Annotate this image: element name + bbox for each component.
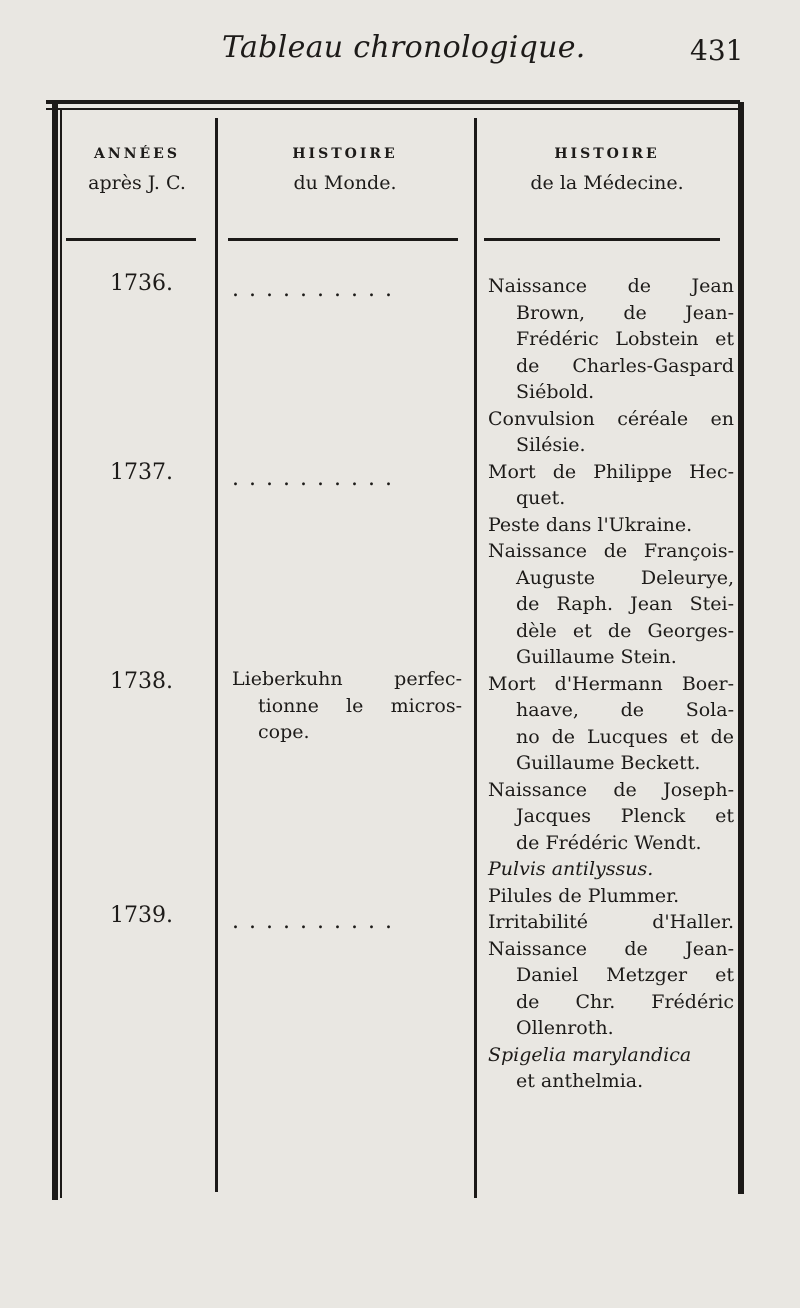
column-header-medicine-history	[480, 140, 734, 194]
column-header-caps: ANNÉES	[94, 146, 180, 162]
medicine-entry	[488, 777, 734, 857]
column-divider-2	[474, 118, 477, 1198]
text-line: Guillaume Beckett.	[516, 752, 701, 774]
medicine-column	[488, 273, 734, 1095]
text-line: tionne le micros-	[258, 694, 462, 717]
column-header-caps: HISTOIRE	[292, 146, 398, 162]
medicine-entry	[488, 883, 734, 910]
text-line: et anthelmia.	[516, 1070, 644, 1092]
text-line: Silésie.	[516, 434, 586, 456]
table-left-border	[52, 102, 58, 1200]
column-header-years	[62, 140, 212, 194]
text-line: Jacques Plenck et	[516, 805, 734, 827]
running-title: Tableau chronologique.	[222, 30, 586, 65]
text-line: Spigelia marylandica	[488, 1043, 692, 1066]
text-line: de Charles-Gaspard	[516, 354, 734, 377]
text-line: Naissance de Jean-	[488, 937, 734, 960]
table-top-rule	[46, 100, 740, 104]
text-line: Frédéric Lobstein et	[516, 328, 734, 350]
text-line: Irritabilité d'Haller.	[488, 911, 734, 933]
medicine-entry	[488, 909, 734, 936]
text-line: Guillaume Stein.	[516, 646, 677, 668]
text-line: de Chr. Frédéric	[516, 990, 734, 1013]
medicine-entry	[488, 459, 734, 512]
medicine-entry	[488, 512, 734, 539]
table-top-rule-thin	[46, 108, 740, 110]
text-line: cope.	[258, 721, 310, 743]
text-line: no de Lucques et de	[516, 725, 734, 748]
medicine-entry	[488, 406, 734, 459]
year-1737: 1737.	[110, 460, 173, 485]
year-1739: 1739.	[110, 903, 173, 928]
column-divider-1	[215, 118, 218, 1192]
text-line: Pulvis antilyssus.	[488, 858, 654, 880]
text-line: Auguste Deleurye,	[516, 566, 734, 589]
text-line: Ollenroth.	[516, 1017, 614, 1039]
header-rule-world	[228, 238, 458, 241]
medicine-entry	[488, 936, 734, 1042]
column-header-sub: après J. C.	[88, 172, 186, 194]
text-line: Mort d'Hermann Boer-	[488, 672, 734, 695]
leader-dots: ..........	[232, 466, 402, 491]
header-rule-medicine	[484, 238, 720, 241]
medicine-entry	[488, 273, 734, 406]
year-1738: 1738.	[110, 669, 173, 694]
medicine-entry	[488, 538, 734, 671]
year-1736: 1736.	[110, 271, 173, 296]
text-line: Lieberkuhn perfec-	[232, 668, 462, 690]
column-header-world-history	[220, 140, 470, 194]
leader-dots: ..........	[232, 909, 402, 934]
column-header-caps: HISTOIRE	[554, 146, 660, 162]
table-right-border	[738, 102, 744, 1194]
text-line: dèle et de Georges-	[516, 619, 734, 642]
text-line: quet.	[516, 487, 566, 509]
medicine-entry	[488, 1042, 734, 1095]
text-line: Peste dans l'Ukraine.	[488, 513, 693, 536]
page-number: 431	[690, 34, 744, 67]
header-rule-years	[66, 238, 196, 241]
column-header-sub: du Monde.	[293, 172, 397, 194]
text-line: Naissance de François-	[488, 540, 734, 562]
world-event-1738	[232, 666, 462, 746]
table-left-border-thin	[60, 110, 62, 1198]
text-line: Naissance de Jean	[488, 275, 734, 297]
text-line: Convulsion céréale en	[488, 407, 734, 430]
column-header-sub: de la Médecine.	[530, 172, 684, 194]
text-line: Brown, de Jean-	[516, 301, 734, 324]
text-line: haave, de Sola-	[516, 699, 734, 721]
text-line: Siébold.	[516, 381, 595, 403]
text-line: Naissance de Joseph-	[488, 778, 734, 801]
text-line: Daniel Metzger et	[516, 964, 734, 986]
text-line: de Raph. Jean Stei-	[516, 593, 734, 615]
medicine-entry	[488, 856, 734, 883]
medicine-entry	[488, 671, 734, 777]
text-line: Pilules de Plummer.	[488, 884, 680, 907]
text-line: de Frédéric Wendt.	[516, 831, 702, 854]
text-line: Mort de Philippe Hec-	[488, 460, 734, 483]
leader-dots: ..........	[232, 277, 402, 302]
